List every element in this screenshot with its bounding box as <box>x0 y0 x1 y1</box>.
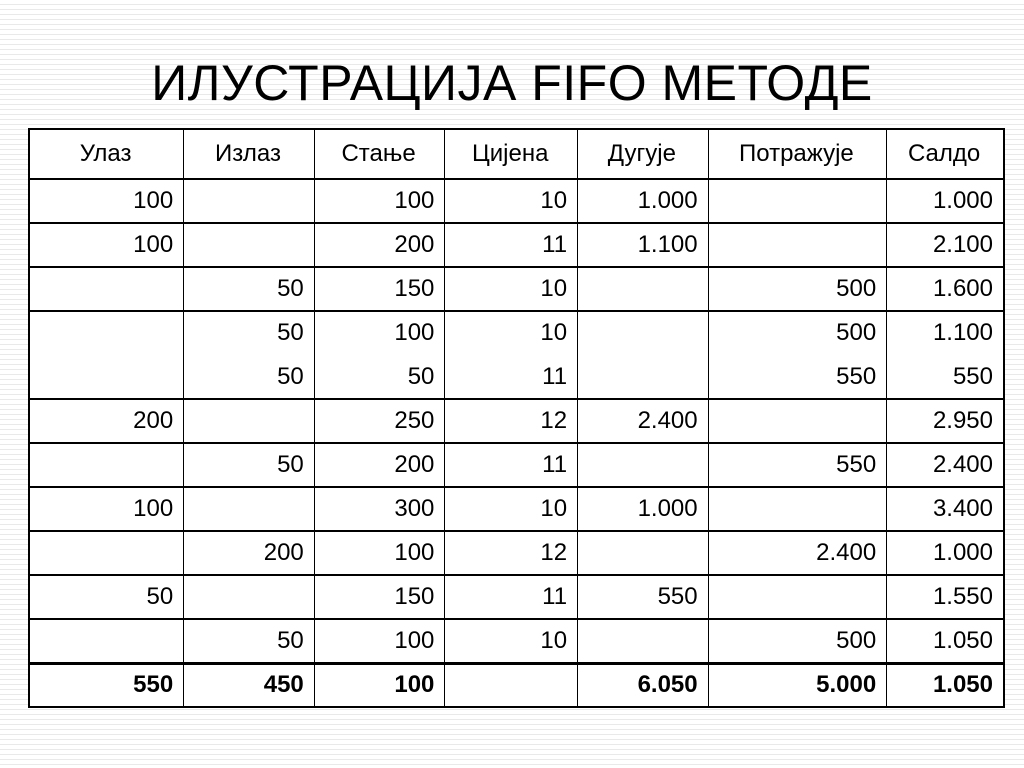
table-cell: 1.550 <box>887 575 1004 619</box>
header-ulaz: Улаз <box>29 129 184 179</box>
cell-stack <box>323 319 435 391</box>
cell-line: 550 <box>836 363 877 390</box>
table-row <box>29 443 1004 487</box>
table-cell <box>184 399 315 443</box>
table-cell <box>708 575 887 619</box>
table-cell <box>708 179 887 223</box>
header-stanje: Стање <box>314 129 445 179</box>
table-cell: 1.600 <box>887 267 1004 311</box>
table-cell: 500 <box>708 267 887 311</box>
table-cell: 100 <box>314 619 445 663</box>
table-cell: 10 <box>445 487 578 531</box>
table-cell: 10 <box>445 267 578 311</box>
table-cell: 50 <box>184 267 315 311</box>
table-cell: 12 <box>445 531 578 575</box>
total-cell: 5.000 <box>708 663 887 707</box>
table-row <box>29 223 1004 267</box>
table-cell <box>578 443 709 487</box>
table-cell <box>445 311 578 399</box>
table-cell: 2.100 <box>887 223 1004 267</box>
cell-stack <box>717 319 877 391</box>
table-cell: 250 <box>314 399 445 443</box>
slide-title: ИЛУСТРАЦИЈА FIFO МЕТОДЕ <box>151 55 873 111</box>
table-cell <box>184 179 315 223</box>
total-cell: 550 <box>29 663 184 707</box>
table-cell <box>708 311 887 399</box>
table-cell <box>184 487 315 531</box>
cell-line: 50 <box>277 319 304 346</box>
cell-line: 10 <box>540 319 568 346</box>
table-row <box>29 267 1004 311</box>
table-cell: 3.400 <box>887 487 1004 531</box>
header-izlaz: Излаз <box>184 129 315 179</box>
table-cell: 2.400 <box>887 443 1004 487</box>
totals-row <box>29 663 1004 707</box>
total-cell <box>445 663 578 707</box>
table-cell <box>578 267 709 311</box>
header-saldo: Салдо <box>887 129 1004 179</box>
cell-stack <box>38 319 173 391</box>
table-cell: 150 <box>314 267 445 311</box>
table-cell: 12 <box>445 399 578 443</box>
cell-line <box>586 363 698 391</box>
header-row <box>29 129 1004 179</box>
table-cell <box>184 311 315 399</box>
table-cell: 10 <box>445 179 578 223</box>
table-cell: 150 <box>314 575 445 619</box>
table-cell: 200 <box>314 443 445 487</box>
table-row <box>29 487 1004 531</box>
table-cell: 11 <box>445 575 578 619</box>
table-cell: 1.000 <box>887 179 1004 223</box>
table-cell: 1.000 <box>887 531 1004 575</box>
cell-line <box>586 319 698 347</box>
table-cell <box>578 311 709 399</box>
table-cell: 1.050 <box>887 619 1004 663</box>
cell-line: 11 <box>542 363 568 390</box>
table-cell: 200 <box>29 399 184 443</box>
table-cell: 100 <box>314 179 445 223</box>
table-cell <box>708 487 887 531</box>
table-cell <box>314 311 445 399</box>
table-cell <box>29 311 184 399</box>
cell-line <box>38 319 173 347</box>
total-cell: 1.050 <box>887 663 1004 707</box>
cell-line <box>38 363 173 391</box>
table-cell: 100 <box>29 223 184 267</box>
total-cell: 6.050 <box>578 663 709 707</box>
table-cell: 100 <box>314 531 445 575</box>
table-cell: 1.100 <box>578 223 709 267</box>
header-duguje: Дугује <box>578 129 709 179</box>
table-cell: 200 <box>184 531 315 575</box>
table-cell: 300 <box>314 487 445 531</box>
cell-line: 50 <box>277 363 304 390</box>
table-cell: 2.400 <box>708 531 887 575</box>
table-cell: 550 <box>708 443 887 487</box>
table-cell: 50 <box>184 619 315 663</box>
table-cell: 1.000 <box>578 487 709 531</box>
table-cell <box>29 443 184 487</box>
table-row <box>29 575 1004 619</box>
table-cell <box>184 223 315 267</box>
table-cell <box>578 531 709 575</box>
table-cell <box>708 399 887 443</box>
table-cell <box>29 531 184 575</box>
cell-stack <box>895 319 993 391</box>
fifo-table <box>28 128 1005 708</box>
cell-line: 100 <box>394 319 435 346</box>
header-cijena: Цијена <box>445 129 578 179</box>
table-cell: 11 <box>445 443 578 487</box>
table-row <box>29 619 1004 663</box>
table-cell: 10 <box>445 619 578 663</box>
table-row <box>29 311 1004 399</box>
table-row <box>29 531 1004 575</box>
table-cell: 100 <box>29 179 184 223</box>
table-cell: 50 <box>184 443 315 487</box>
table-cell: 2.400 <box>578 399 709 443</box>
table-cell: 550 <box>578 575 709 619</box>
table-cell <box>708 223 887 267</box>
table-cell: 11 <box>445 223 578 267</box>
table-cell: 200 <box>314 223 445 267</box>
cell-line: 1.100 <box>932 319 993 346</box>
table-cell <box>29 267 184 311</box>
total-cell: 100 <box>314 663 445 707</box>
cell-line: 500 <box>836 319 877 346</box>
table-cell: 100 <box>29 487 184 531</box>
table-cell <box>887 311 1004 399</box>
total-cell: 450 <box>184 663 315 707</box>
cell-line: 550 <box>952 363 993 390</box>
cell-stack <box>453 319 567 391</box>
table-cell: 500 <box>708 619 887 663</box>
table-cell: 1.000 <box>578 179 709 223</box>
table-row <box>29 179 1004 223</box>
cell-stack <box>586 319 698 391</box>
header-potrazuje: Потражује <box>708 129 887 179</box>
table-cell <box>578 619 709 663</box>
table-cell: 50 <box>29 575 184 619</box>
cell-stack <box>192 319 304 391</box>
table-cell: 2.950 <box>887 399 1004 443</box>
table-body <box>29 179 1004 707</box>
table-row <box>29 399 1004 443</box>
cell-line: 50 <box>407 363 435 390</box>
table-cell <box>29 619 184 663</box>
table-cell <box>184 575 315 619</box>
